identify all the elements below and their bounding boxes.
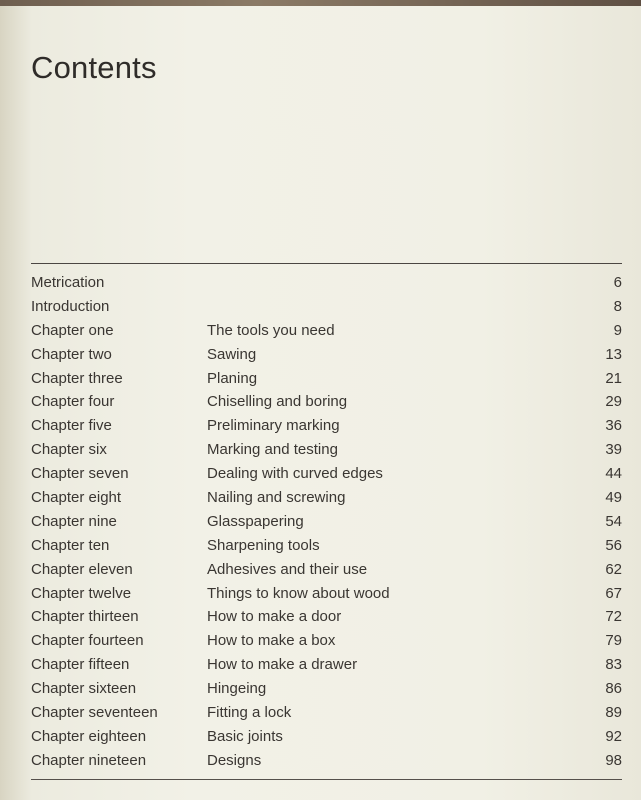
toc-page-number: 9	[613, 321, 622, 339]
toc-title: Marking and testing	[207, 441, 338, 459]
toc-row	[31, 749, 622, 773]
toc-title: Glasspapering	[207, 512, 304, 530]
toc-label: Chapter eight	[31, 489, 122, 507]
toc-page-number: 83	[605, 656, 622, 674]
toc-title: Designs	[207, 751, 262, 769]
toc-row	[31, 629, 622, 653]
toc-row	[31, 725, 622, 749]
toc-row	[31, 319, 622, 343]
toc-title: Sawing	[207, 345, 257, 363]
toc-page-number: 72	[605, 608, 622, 626]
toc-label: Chapter seventeen	[31, 704, 158, 722]
toc-title: Chiselling and boring	[207, 393, 348, 411]
footer-rule	[31, 779, 622, 780]
toc-row	[31, 462, 622, 486]
toc-title: Hingeing	[207, 680, 267, 698]
toc-page-number: 54	[605, 512, 622, 530]
toc-row	[31, 414, 622, 438]
toc-row	[31, 486, 622, 510]
toc-page-number: 56	[605, 536, 622, 554]
toc-label: Chapter nineteen	[31, 751, 147, 769]
toc-row	[31, 605, 622, 629]
toc-row	[31, 653, 622, 677]
toc-title: The tools you need	[207, 321, 335, 339]
toc-label: Chapter five	[31, 417, 112, 435]
header-rule	[31, 263, 622, 264]
toc-page-number: 36	[605, 417, 622, 435]
toc-row	[31, 582, 622, 606]
toc-title: Adhesives and their use	[207, 560, 368, 578]
toc-label: Chapter sixteen	[31, 680, 137, 698]
toc-row	[31, 558, 622, 582]
toc-label: Chapter fifteen	[31, 656, 130, 674]
toc-page-number: 79	[605, 632, 622, 650]
toc-row	[31, 295, 622, 319]
page-title: Contents	[31, 50, 157, 85]
contents-page	[0, 6, 641, 800]
toc-label: Chapter twelve	[31, 584, 132, 602]
toc-title: Fitting a lock	[207, 704, 292, 722]
toc-page-number: 67	[605, 584, 622, 602]
toc-label: Introduction	[31, 297, 110, 315]
toc-page-number: 62	[605, 560, 622, 578]
toc-title: Basic joints	[207, 727, 283, 745]
toc-row	[31, 390, 622, 414]
toc-label: Chapter eighteen	[31, 727, 147, 745]
toc-title: Things to know about wood	[207, 584, 390, 602]
toc-row	[31, 367, 622, 391]
toc-label: Metrication	[31, 274, 105, 291]
toc-label: Chapter ten	[31, 536, 110, 554]
toc-label: Chapter seven	[31, 465, 129, 483]
toc-page-number: 86	[605, 680, 622, 698]
toc-page-number: 8	[613, 297, 622, 315]
toc-label: Chapter four	[31, 393, 115, 411]
toc-page-number: 44	[605, 465, 622, 483]
toc-page-number: 6	[613, 274, 622, 291]
toc-row	[31, 677, 622, 701]
toc-title: How to make a box	[207, 632, 336, 650]
toc-page-number: 39	[605, 441, 622, 459]
toc-row	[31, 438, 622, 462]
toc-page-number: 21	[605, 369, 622, 387]
toc-page-number: 92	[605, 727, 622, 745]
toc-title: Dealing with curved edges	[207, 465, 383, 483]
toc-page-number: 89	[605, 704, 622, 722]
toc-page-number: 13	[605, 345, 622, 363]
toc-label: Chapter fourteen	[31, 632, 144, 650]
table-of-contents	[31, 271, 622, 773]
toc-row	[31, 534, 622, 558]
toc-row	[31, 510, 622, 534]
toc-title: How to make a drawer	[207, 656, 358, 674]
toc-title: Preliminary marking	[207, 417, 340, 435]
toc-page-number: 29	[605, 393, 622, 411]
toc-title: Sharpening tools	[207, 536, 320, 554]
toc-page-number: 98	[605, 751, 622, 769]
toc-row	[31, 701, 622, 725]
toc-title: Planing	[207, 369, 258, 387]
toc-label: Chapter six	[31, 441, 107, 459]
toc-title: Nailing and screwing	[207, 489, 346, 507]
toc-title: How to make a door	[207, 608, 342, 626]
toc-label: Chapter eleven	[31, 560, 133, 578]
toc-label: Chapter one	[31, 321, 114, 339]
toc-label: Chapter nine	[31, 512, 117, 530]
toc-label: Chapter two	[31, 345, 112, 363]
toc-row	[31, 271, 622, 295]
toc-page-number: 49	[605, 489, 622, 507]
toc-row	[31, 343, 622, 367]
toc-label: Chapter three	[31, 369, 123, 387]
toc-label: Chapter thirteen	[31, 608, 139, 626]
